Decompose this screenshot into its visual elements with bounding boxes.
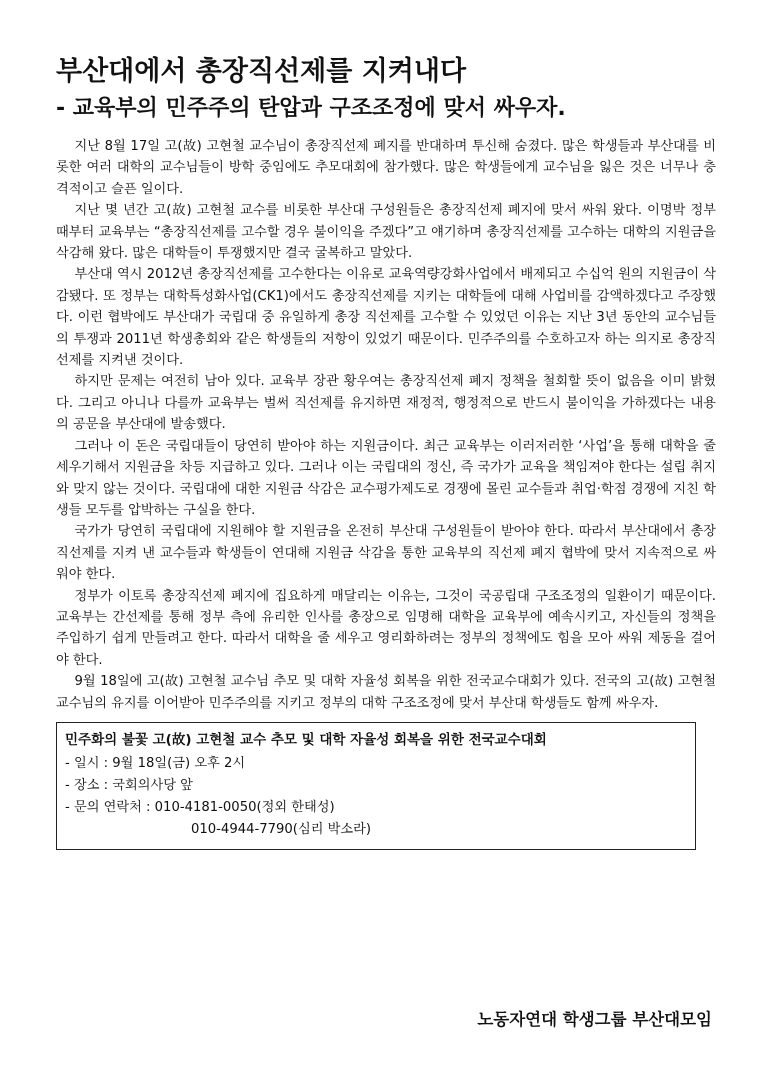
paragraph: 그러나 이 돈은 국립대들이 당연히 받아야 하는 지원금이다. 최근 교육부는 이러저러한 ‘사업’을 통해 대학을 줄 세우기해서 지원금을 차등 지급하고 있다. 그러나 이는 국립대의 정신, 즉 국가가 교육을 책임져야 한다는 설립 취지와 맞지 않는 것이다. 국립대에 대한 지원금 삭감은 교수평가제도로 경쟁에 몰린 교수들과 취업·학점 경쟁에 지친 학생들 모두를 압박하는 구실을 한다. [56, 438, 716, 518]
paragraph: 하지만 문제는 여전히 남아 있다. 교육부 장관 황우여는 총장직선제 폐지 정책을 철회할 뜻이 없음을 이미 밝혔다. 그리고 아니나 다를까 교육부는 벌써 직선제를 유지하면 재정적, 행정적으로 반드시 불이익을 가하겠다는 내용의 공문을 부산대에 발송했다. [56, 374, 716, 433]
notice-date: - 일시 : 9월 18일(금) 오후 2시 [65, 755, 246, 771]
notice-contact: - 문의 연락처 : 010-4181-0050(정외 한태성) [65, 799, 335, 815]
notice-contact-2: 010-4944-7790(심리 박소라) [191, 821, 371, 837]
signature: 노동자연대 학생그룹 부산대모임 [477, 1010, 712, 1029]
paragraph: 부산대 역시 2012년 총장직선제를 고수한다는 이유로 교육역량강화사업에서 배제되고 수십억 원의 지원금이 삭감됐다. 또 정부는 대학특성화사업(CK1)에서도 총장직선제를 지키는 대학들에 대해 사업비를 감액하겠다고 주장했다. 이런 협박에도 부산대가 국립대 중 유일하게 총장 직선제를 고수할 수 있었던 이유는 지난 3년 동안의 교수님들의 투쟁과 2011년 학생총회와 같은 학생들의 저항이 있었기 때문이다. 민주주의를 수호하고자 하는 의지로 총장직선제를 지켜낸 것이다. [56, 267, 716, 369]
notice-title: 민주화의 불꽃 고(故) 고현철 교수 추모 및 대학 자율성 회복을 위한 전국교수대회 [65, 731, 547, 748]
paragraph: 국가가 당연히 국립대에 지원해야 할 지원금을 온전히 부산대 구성원들이 받아야 한다. 따라서 부산대에서 총장직선제를 지켜 낸 교수들과 학생들이 연대해 지원금 삭감을 통한 교육부의 직선제 폐지 협박에 맞서 지속적으로 싸워야 한다. [56, 524, 716, 583]
document-subtitle: - 교육부의 민주주의 탄압과 구조조정에 맞서 싸우자. [56, 96, 566, 121]
notice-list [65, 753, 685, 841]
article-body [56, 136, 716, 714]
event-notice-box [56, 722, 696, 850]
paragraph: 지난 8월 17일 고(故) 고현철 교수님이 총장직선제 폐지를 반대하며 투신해 숨졌다. 많은 학생들과 부산대를 비롯한 여러 대학의 교수님들이 방학 중임에도 추모대회에 참가했다. 많은 학생들에게 교수님을 잃은 것은 너무나 충격적이고 슬픈 일이다. [56, 139, 716, 197]
paragraph: 정부가 이토록 총장직선제 폐지에 집요하게 매달리는 이유는, 그것이 국공립대 구조조정의 일환이기 때문이다. 교육부는 간선제를 통해 정부 측에 유리한 인사를 총장으로 임명해 대학을 교육부에 예속시키고, 자신들의 정책을 주입하기 쉽게 만들려고 한다. 따라서 대학을 줄 세우고 영리화하려는 정부의 정책에도 힘을 모아 싸워 제동을 걸어야 한다. [56, 588, 716, 668]
document-title: 부산대에서 총장직선제를 지켜내다 [56, 56, 467, 87]
document-page [56, 52, 716, 850]
notice-place: - 장소 : 국회의사당 앞 [65, 777, 193, 793]
paragraph: 9월 18일에 고(故) 고현철 교수님 추모 및 대학 자율성 회복을 위한 전국교수대회가 있다. 전국의 고(故) 고현철 교수님의 유지를 이어받아 민주주의를 지키고 정부의 대학 구조조정에 맞서 부산대 학생들도 함께 싸우자. [56, 674, 716, 711]
paragraph: 지난 몇 년간 고(故) 고현철 교수를 비롯한 부산대 구성원들은 총장직선제 폐지에 맞서 싸워 왔다. 이명박 정부 때부터 교육부는 “총장직선제를 고수할 경우 불이익을 주겠다”고 얘기하며 총장직선제를 고수하는 대학의 지원금을 삭감해 왔다. 많은 대학들이 투쟁했지만 결국 굴복하고 말았다. [56, 203, 716, 262]
